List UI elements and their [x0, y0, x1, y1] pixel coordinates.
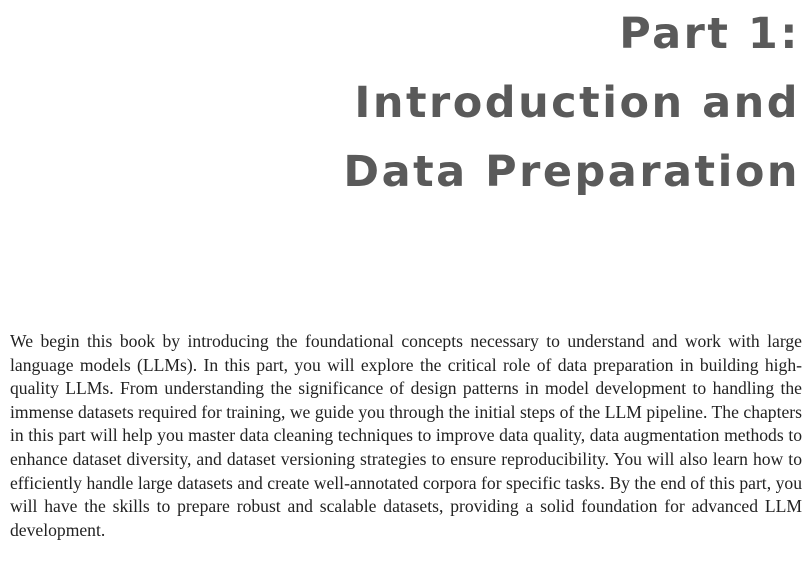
part-title-line-1: Part 1: [619, 9, 800, 59]
part-title-line-2: Introduction and [354, 78, 800, 128]
part-title-line-3: Data Preparation [343, 147, 800, 197]
part-title [40, 0, 800, 207]
intro-paragraph: We begin this book by introducing the foundational concepts necessary to understand and work with large language models (LLMs). In this part, you will explore the critical role of data preparation in building high-quality LLMs. From understanding the significance of design patterns in model development to handling the immense datasets required for training, we guide you through the initial steps of the LLM pipeline. The chapters in this part will help you master data cleaning techniques to improve data quality, data augmentation methods to enhance dataset diversity, and dataset versioning strategies to ensure reproducibility. You will also learn how to efficiently handle large datasets and create well-annotated corpora for specific tasks. By the end of this part, you will have the skills to prepare robust and scalable datasets, providing a solid foundation for advanced LLM development. [10, 331, 802, 540]
